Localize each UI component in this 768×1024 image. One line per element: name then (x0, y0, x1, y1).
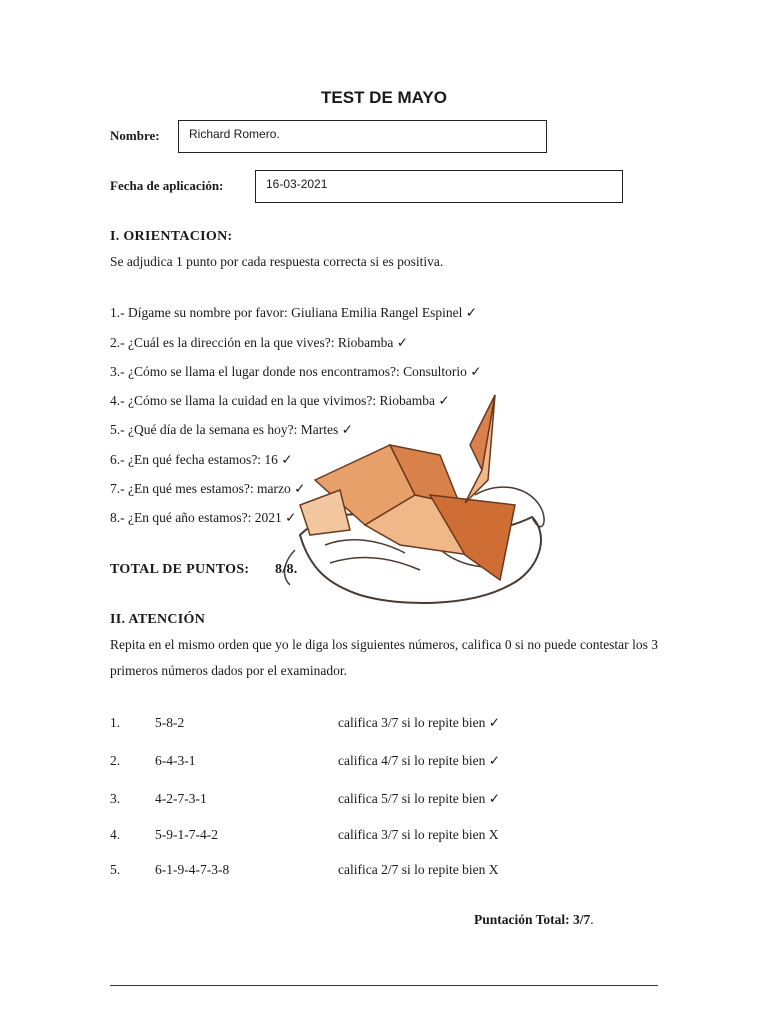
section2-total (474, 912, 594, 928)
attention-item-result: califica 3/7 si lo repite bien X (338, 827, 499, 842)
attention-item-result: califica 2/7 si lo repite bien X (338, 862, 499, 877)
section2-total-suffix: . (590, 912, 594, 927)
question-item: 3.- ¿Cómo se llama el lugar donde nos encontramos?: Consultorio ✓ (110, 364, 482, 379)
attention-item-sequence: 4-2-7-3-1 (155, 791, 207, 806)
attention-item-result: califica 4/7 si lo repite bien ✓ (338, 753, 501, 768)
nombre-label: Nombre: (110, 128, 160, 143)
attention-item-result: califica 5/7 si lo repite bien ✓ (338, 791, 501, 806)
attention-item-number: 4. (110, 827, 121, 842)
question-item: 1.- Dígame su nombre por favor: Giuliana Emilia Rangel Espinel ✓ (110, 305, 478, 320)
question-item: 6.- ¿En qué fecha estamos?: 16 ✓ (110, 452, 293, 467)
section1-heading: I. ORIENTACION: (110, 229, 233, 244)
attention-item-sequence: 5-9-1-7-4-2 (155, 827, 218, 842)
question-item: 7.- ¿En qué mes estamos?: marzo ✓ (110, 481, 306, 496)
attention-item-sequence: 5-8-2 (155, 715, 185, 730)
question-item: 5.- ¿Qué día de la semana es hoy?: Martes ✓ (110, 422, 353, 437)
origami-crane-illustration (270, 385, 560, 610)
section2-heading: II. ATENCIÓN (110, 612, 206, 627)
nombre-field[interactable]: Richard Romero. (178, 120, 547, 153)
section2-instruction: Repita en el mismo orden que yo le diga los siguientes números, califica 0 si no puede contestar los 3 primeros números dados por el examinador. (110, 637, 658, 678)
page-title: TEST DE MAYO (321, 88, 447, 107)
attention-item-number: 3. (110, 791, 121, 806)
section1-total-value: 8/8. (275, 562, 298, 577)
attention-item-number: 5. (110, 862, 121, 877)
section2-total-label: Puntación Total: 3/7 (474, 912, 591, 927)
fecha-label: Fecha de aplicación: (110, 178, 224, 193)
section1-instruction: Se adjudica 1 punto por cada respuesta correcta si es positiva. (110, 254, 444, 269)
attention-item-sequence: 6-4-3-1 (155, 753, 196, 768)
question-item: 4.- ¿Cómo se llama la cuidad en la que vivimos?: Riobamba ✓ (110, 393, 450, 408)
footer-rule (110, 985, 658, 986)
question-item: 2.- ¿Cuál es la dirección en la que vives?: Riobamba ✓ (110, 335, 409, 350)
fecha-field[interactable]: 16-03-2021 (255, 170, 623, 203)
section1-total-label: TOTAL DE PUNTOS: (110, 562, 250, 577)
question-item: 8.- ¿En qué año estamos?: 2021 ✓ (110, 510, 297, 525)
attention-item-number: 1. (110, 715, 121, 730)
attention-item-sequence: 6-1-9-4-7-3-8 (155, 862, 230, 877)
attention-item-result: califica 3/7 si lo repite bien ✓ (338, 715, 501, 730)
attention-item-number: 2. (110, 753, 121, 768)
